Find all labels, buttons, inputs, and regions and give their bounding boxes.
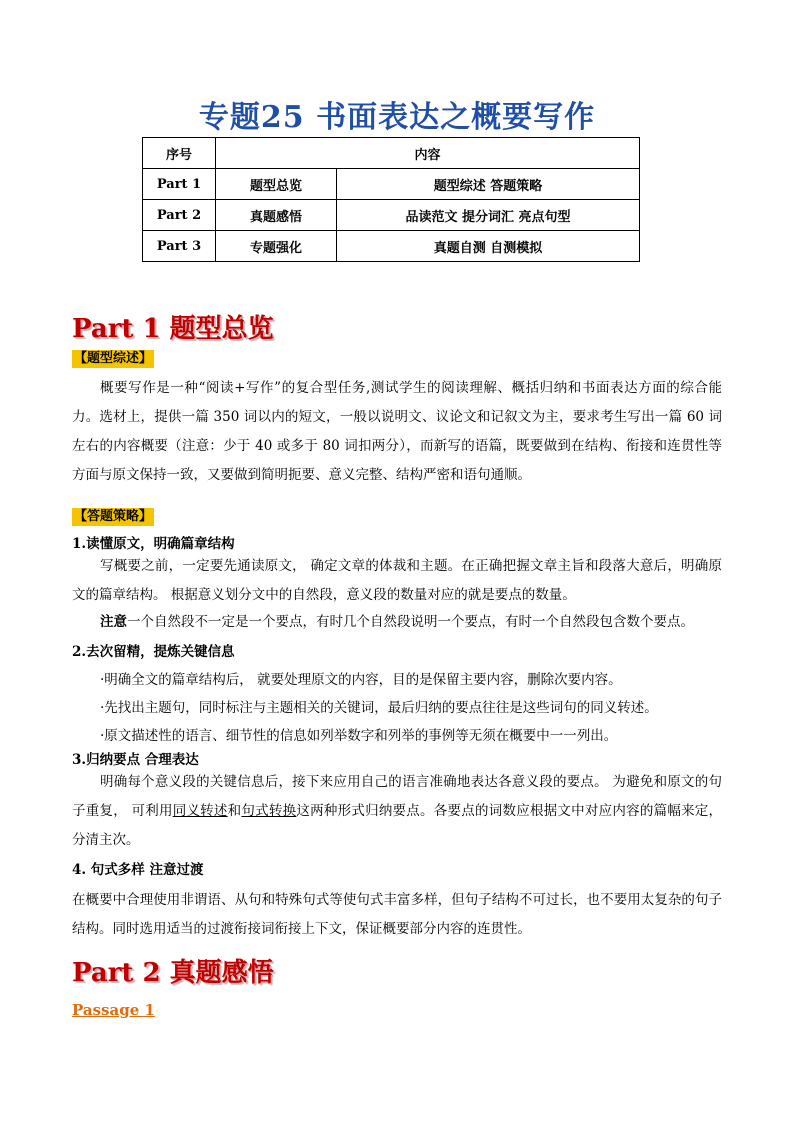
note-label: 注意	[100, 614, 127, 630]
passage-link[interactable]: Passage 1	[72, 1001, 155, 1019]
toc-header-index: 序号	[143, 138, 216, 169]
document-title: 专题25 书面表达之概要写作	[198, 100, 596, 135]
note-text: 一个自然段不一定是一个要点，有时几个自然段说明一个要点，有时一个自然段包含数个要点。	[127, 614, 694, 630]
strategy-2-bullet: ·明确全文的篇章结构后， 就要处理原文的内容，目的是保留主要内容，删除次要内容。	[100, 672, 622, 688]
strategy-tag: 【答题策略】	[74, 509, 153, 524]
strategy-2-title: 2.去次留精，提炼关键信息	[72, 644, 235, 660]
toc-content: 品读范文 提分词汇 亮点句型	[337, 200, 640, 231]
toc-table	[142, 137, 640, 262]
toc-row	[143, 169, 640, 200]
toc-header-row	[143, 138, 640, 169]
toc-section: 题型总览	[216, 169, 337, 200]
toc-row	[143, 231, 640, 262]
overview-tag: 【题型综述】	[74, 351, 153, 366]
toc-part: Part 2	[143, 200, 216, 231]
strategy-2-bullet: ·先找出主题句，同时标注与主题相关的关键词，最后归纳的要点往往是这些词句的同义转述。	[100, 700, 658, 716]
part1-heading: Part 1 题型总览	[72, 314, 274, 344]
toc-section: 真题感悟	[216, 200, 337, 231]
synonym-paraphrase-term: 同义转述	[172, 803, 228, 819]
sentence-transform-term: 句式转换	[241, 803, 297, 819]
strategy-3-text: 明确每个意义段的关键信息后，接下来应用自己的语言准确地表达各意义段的要点。 为避免和原文的句子重复， 可利用	[72, 774, 722, 819]
strategy-1-title: 1.读懂原文，明确篇章结构	[72, 536, 235, 552]
toc-section: 专题强化	[216, 231, 337, 262]
toc-part: Part 1	[143, 169, 216, 200]
strategy-4-title: 4. 句式多样 注意过渡	[72, 862, 204, 878]
strategy-4-paragraph: 在概要中合理使用非谓语、从句和特殊句式等使句式丰富多样，但句子结构不可过长，也不要用太复杂的句子结构。同时选用适当的过渡衔接词衔接上下文，保证概要部分内容的连贯性。	[72, 892, 722, 937]
strategy-1-note	[72, 608, 722, 637]
strategy-1-paragraph: 写概要之前，一定要先通读原文， 确定文章的体裁和主题。在正确把握文章主旨和段落大意后，明确原文的篇章结构。 根据意义划分文中的自然段，意义段的数量对应的就是要点的数量。	[72, 558, 722, 603]
toc-content: 题型综述 答题策略	[337, 169, 640, 200]
toc-header-content: 内容	[216, 138, 640, 169]
toc-content: 真题自测 自测模拟	[337, 231, 640, 262]
strategy-2-bullet: ·原文描述性的语言、细节性的信息如列举数字和列举的事例等无须在概要中一一列出。	[100, 728, 618, 744]
overview-paragraph: 概要写作是一种“阅读+写作”的复合型任务,测试学生的阅读理解、概括归纳和书面表达方面的综合能力。选材上，提供一篇 350 词以内的短文，一般以说明文、议论文和记叙文为主，要求考生写出一篇 60 词左右的内容概要（注意：少于 40 或多于 80 词扣两分），而新写的语篇，既要做到在结构、衔接和连贯性等方面与原文保持一致，又要做到简明扼要、意义完整、结构严密和语句通顺。	[72, 380, 722, 483]
strategy-3-paragraph	[72, 768, 722, 855]
toc-part: Part 3	[143, 231, 216, 262]
strategy-3-title: 3.归纳要点 合理表达	[72, 752, 199, 768]
strategy-3-text: 和	[227, 803, 242, 819]
strategy-3-text: 这两种形式归纳要点。各要点的词数应根据文中对应内容的篇幅来定，分清主次。	[72, 803, 723, 848]
toc-row	[143, 200, 640, 231]
part2-heading: Part 2 真题感悟	[72, 958, 274, 988]
